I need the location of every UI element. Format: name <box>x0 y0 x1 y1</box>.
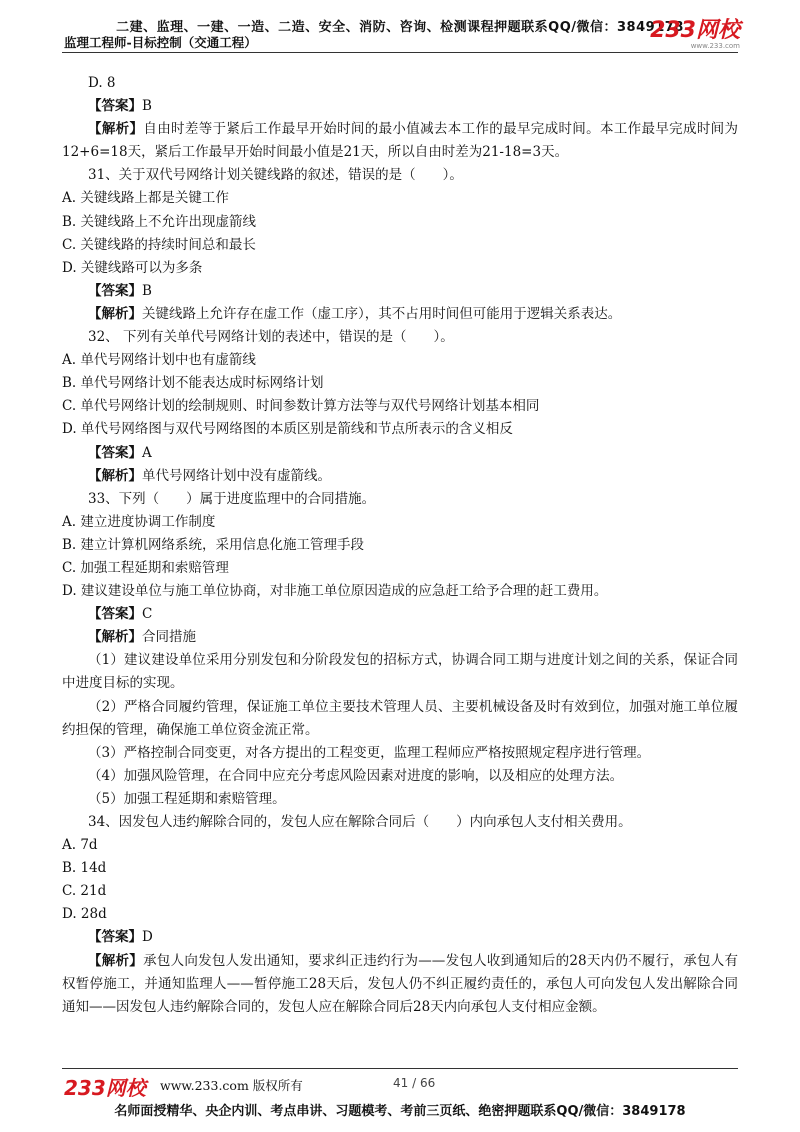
q34-option-d: D. 28d <box>62 906 107 923</box>
q33-point-1: （1）建议建设单位采用分别发包和分阶段发包的招标方式，协调合同工期与进度计划之间的关系，保证合同中进度目标的实现。 <box>62 652 738 692</box>
q32-option-a: A. 单代号网络计划中也有虚箭线 <box>62 352 256 369</box>
answer-value: C <box>142 606 153 623</box>
header-promo-line: 二建、监理、一建、一造、二造、安全、消防、咨询、检测课程押题联系QQ/微信：3849178 <box>116 20 684 35</box>
q33-point-4: （4）加强风险管理，在合同中应充分考虑风险因素对进度的影响，以及相应的处理方法。 <box>88 767 624 784</box>
explanation-tag: 【解析】 <box>88 305 142 322</box>
question-34: 34、因发包人违约解除合同的，发包人应在解除合同后（ ）内向承包人支付相关费用。 <box>88 814 632 830</box>
explanation-text: 单代号网络计划中没有虚箭线。 <box>142 467 331 484</box>
document-subtitle: 监理工程师-目标控制（交通工程） <box>64 35 257 50</box>
q33-point-5: （5）加强工程延期和索赔管理。 <box>88 790 286 807</box>
option-d: D. 8 <box>88 75 116 91</box>
q33-answer <box>62 603 738 626</box>
q32-option-d: D. 单代号网络图与双代号网络图的本质区别是箭线和节点所表示的含义相反 <box>62 421 513 438</box>
answer-value: A <box>142 444 152 461</box>
answer-tag: 【答案】 <box>88 444 142 461</box>
q32-option-b: B. 单代号网络计划不能表达成时标网络计划 <box>62 375 324 392</box>
explanation-text: 关键线路上允许存在虚工作（虚工序），其不占用时间但可能用于逻辑关系表达。 <box>142 305 622 322</box>
page-number: 41 / 66 <box>393 1076 436 1090</box>
answer-tag: 【答案】 <box>88 282 142 299</box>
brand-logo <box>650 20 740 50</box>
q34-option-a: A. 7d <box>62 837 98 854</box>
q32-answer <box>62 442 738 465</box>
q33-explanation <box>62 626 738 649</box>
explanation-paragraph <box>62 118 738 164</box>
q31-option-c: C. 关键线路的持续时间总和最长 <box>62 236 256 253</box>
explanation-tag: 【解析】 <box>88 121 144 138</box>
q33-option-a: A. 建立进度协调工作制度 <box>62 513 216 530</box>
answer-value: B <box>142 98 152 115</box>
q34-option-b: B. 14d <box>62 860 107 877</box>
explanation-tag: 【解析】 <box>88 952 144 969</box>
footer-brand-logo: 233网校 <box>64 1076 146 1100</box>
q33-point-2: （2）严格合同履约管理，保证施工单位主要技术管理人员、主要机械设备及时有效到位，加强对施工单位履约担保的管理，确保施工单位资金流正常。 <box>62 698 738 738</box>
question-33: 33、下列（ ）属于进度监理中的合同措施。 <box>88 490 376 507</box>
answer-value: B <box>142 282 152 299</box>
q34-option-c: C. 21d <box>62 883 107 900</box>
explanation-tag: 【解析】 <box>88 629 142 646</box>
q31-explanation <box>62 303 738 326</box>
explanation-tag: 【解析】 <box>88 467 142 484</box>
explanation-text: 合同措施 <box>142 629 196 646</box>
question-32: 32、 下列有关单代号网络计划的表述中，错误的是（ ）。 <box>88 329 454 346</box>
answer-tag: 【答案】 <box>88 606 142 623</box>
q34-answer <box>62 926 738 949</box>
brand-logo-text: 233网校 <box>650 18 740 43</box>
footer-divider <box>62 1068 738 1069</box>
answer-tag: 【答案】 <box>88 929 142 946</box>
explanation-text: 自由时差等于紧后工作最早开始时间的最小值减去本工作的最早完成时间。本工作最早完成时间为12+6=18天，紧后工作最早开始时间最小值是21天，所以自由时差为21-18=3天。 <box>62 121 739 161</box>
q32-explanation <box>62 465 738 488</box>
explanation-text: 承包人向发包人发出通知，要求纠正违约行为——发包人收到通知后的28天内仍不履行，承包人有权暂停施工，并通知监理人——暂停施工28天后，发包人仍不纠正履约责任的，承包人可向发包人发出解除合同通知——因发包人违约解除合同的，发包人应在解除合同后28天内向承包人支付相应金额。 <box>62 952 739 1015</box>
q31-option-d: D. 关键线路可以为多条 <box>62 259 203 276</box>
footer-copyright: www.233.com 版权所有 <box>160 1078 303 1093</box>
q33-option-b: B. 建立计算机网络系统，采用信息化施工管理手段 <box>62 536 365 553</box>
answer-tag: 【答案】 <box>88 98 142 115</box>
q34-explanation <box>62 950 738 1019</box>
q31-option-b: B. 关键线路上不允许出现虚箭线 <box>62 213 257 230</box>
q31-answer <box>62 280 738 303</box>
answer-line <box>62 95 738 118</box>
q33-option-d: D. 建议建设单位与施工单位协商，对非施工单位原因造成的应急赶工给予合理的赶工费用。 <box>62 583 608 600</box>
document-body <box>62 72 738 1019</box>
question-31: 31、关于双代号网络计划关键线路的叙述，错误的是（ ）。 <box>88 167 463 184</box>
footer-promo-line: 名师面授精华、央企内训、考点串讲、习题模考、考前三页纸、绝密押题联系QQ/微信：3849178 <box>114 1104 686 1119</box>
q33-point-3: （3）严格控制合同变更，对各方提出的工程变更，监理工程师应严格按照规定程序进行管理。 <box>88 744 651 761</box>
q33-option-c: C. 加强工程延期和索赔管理 <box>62 559 229 576</box>
header-divider <box>62 52 738 53</box>
q32-option-c: C. 单代号网络计划的绘制规则、时间参数计算方法等与双代号网络计划基本相同 <box>62 398 540 415</box>
brand-logo-url: www.233.com <box>690 42 740 50</box>
answer-value: D <box>142 929 153 946</box>
q31-option-a: A. 关键线路上都是关键工作 <box>62 190 229 207</box>
